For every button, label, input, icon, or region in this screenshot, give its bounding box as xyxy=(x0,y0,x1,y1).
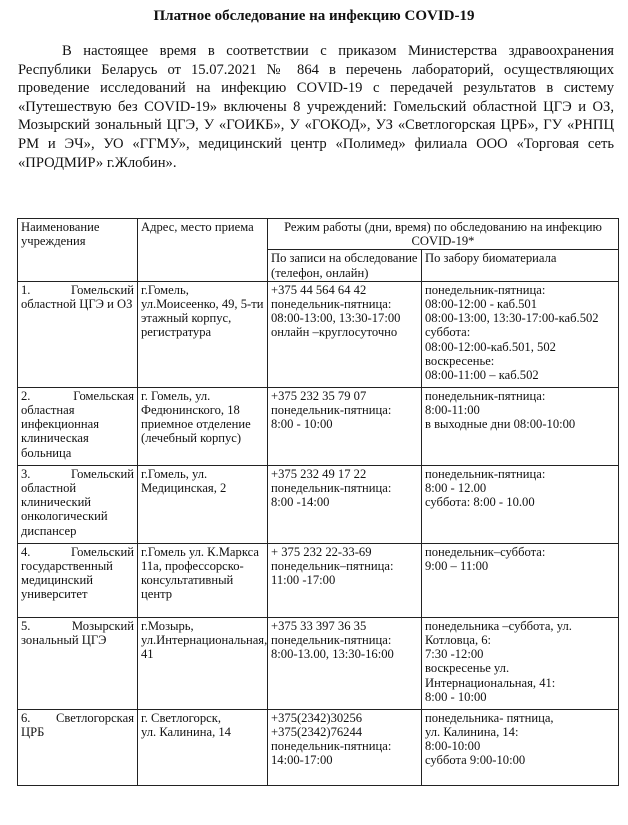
row-address: г. Светлогорск, ул. Калинина, 14 xyxy=(138,709,268,785)
row-address: г.Мозырь, ул.Интернациональная, 41 xyxy=(138,617,268,709)
row-appointment: +375 33 397 36 35 понедельник-пятница: 8:00-13.00, 13:30-16:00 xyxy=(268,617,422,709)
table-row xyxy=(18,387,619,465)
row-name: 1. Гомельский областной ЦГЭ и ОЗ xyxy=(18,281,138,387)
row-sampling: понедельника –суббота, ул. Котловца, 6: 7:30 -12:00 воскресенье ул. Интернациональная, 41: 8:00 - 10:00 xyxy=(422,617,619,709)
row-address: г.Гомель, ул. Медицинская, 2 xyxy=(138,465,268,543)
row-sampling: понедельник-пятница: 08:00-12:00 - каб.501 08:00-13:00, 13:30-17:00-каб.502 суббота: 08:00-12:00-каб.501, 502 воскресенье: 08:00-11:00 – каб.502 xyxy=(422,281,619,387)
header-appointment: По записи на обследование (телефон, онлайн) xyxy=(268,250,422,281)
table-row xyxy=(18,543,619,617)
row-name: 5. Мозырский зональный ЦГЭ xyxy=(18,617,138,709)
row-appointment: + 375 232 22-33-69 понедельник–пятница: 11:00 -17:00 xyxy=(268,543,422,617)
row-address: г.Гомель, ул.Моисеенко, 49, 5-ти этажный корпус, регистратура xyxy=(138,281,268,387)
header-name: Наименование учреждения xyxy=(18,219,138,282)
row-appointment: +375 44 564 64 42 понедельник-пятница: 08:00-13:00, 13:30-17:00 онлайн –круглосуточно xyxy=(268,281,422,387)
row-name: 3. Гомельский областной клинический онкологический диспансер xyxy=(18,465,138,543)
table-row xyxy=(18,709,619,785)
row-sampling: понедельник-пятница: 8:00-11:00 в выходные дни 08:00-10:00 xyxy=(422,387,619,465)
row-address: г. Гомель, ул. Федюнинского, 18 приемное отделение (лечебный корпус) xyxy=(138,387,268,465)
row-appointment: +375(2342)30256 +375(2342)76244 понедельник-пятница: 14:00-17:00 xyxy=(268,709,422,785)
row-appointment: +375 232 35 79 07 понедельник-пятница: 8:00 - 10:00 xyxy=(268,387,422,465)
row-sampling: понедельник–суббота: 9:00 – 11:00 xyxy=(422,543,619,617)
table-header-row xyxy=(18,219,619,250)
table-row xyxy=(18,465,619,543)
page-title: Платное обследование на инфекцию COVID-19 xyxy=(153,8,475,24)
header-mode: Режим работы (дни, время) по обследованию на инфекцию COVID-19* xyxy=(268,219,619,250)
row-name: 2. Гомельская областная инфекционная клиническая больница xyxy=(18,387,138,465)
header-sampling: По забору биоматериала xyxy=(422,250,619,281)
row-address: г.Гомель ул. К.Маркса 11а, профессорско-консультативный центр xyxy=(138,543,268,617)
row-name: 4. Гомельский государственный медицинский университет xyxy=(18,543,138,617)
table-row xyxy=(18,281,619,387)
labs-table xyxy=(17,218,619,786)
row-name: 6. Светлогорская ЦРБ xyxy=(18,709,138,785)
table-row xyxy=(18,617,619,709)
row-sampling: понедельник-пятница: 8:00 - 12.00 суббота: 8:00 - 10.00 xyxy=(422,465,619,543)
row-appointment: +375 232 49 17 22 понедельник-пятница: 8:00 -14:00 xyxy=(268,465,422,543)
header-address: Адрес, место приема xyxy=(138,219,268,282)
intro-paragraph: В настоящее время в соответствии с приказом Министерства здравоохранения Республики Беларусь от 15.07.2021 № 864 в перечень лабораторий, осуществляющих проведение исследований на инфекцию COVID-19 с передачей результатов в систему «Путешествую без COVID-19» включены 8 учреждений: Гомельский областной ЦГЭ и ОЗ, Мозырский зональный ЦГЭ, У «ГОИКБ», У «ГОКОД», УЗ «Светлогорская ЦРБ», ГУ «РНПЦ РМ и ЭЧ», УО «ГГМУ», медицинский центр «Полимед» филиала ООО «Торговая сеть «ПРОДМИР» г.Жлобин». xyxy=(18,43,614,171)
row-sampling: понедельника- пятница, ул. Калинина, 14: 8:00-10:00 суббота 9:00-10:00 xyxy=(422,709,619,785)
